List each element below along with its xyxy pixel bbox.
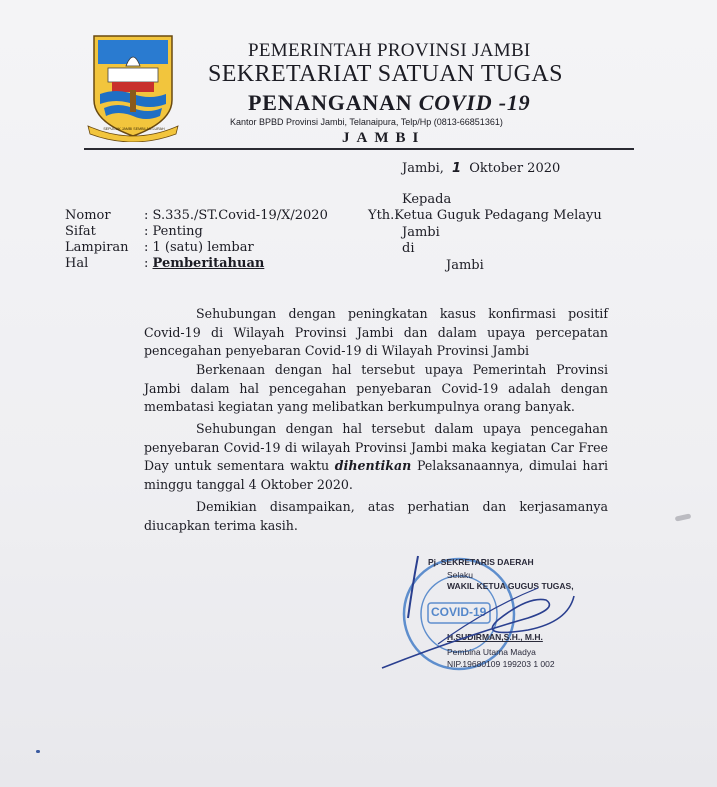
- signer-name: H.SUDIRMAN,S.H., M.H.: [447, 632, 543, 642]
- signer-title-1: Pj. SEKRETARIS DAERAH: [428, 557, 534, 567]
- nomor-label: Nomor: [65, 208, 111, 223]
- body-paragraph-2-text: Berkenaan dengan hal tersebut upaya Pemerintah Provinsi Jambi dalam hal pencegahan penyebaran Covid-19 adalah dengan membatasi kegiatan yang melibatkan berkumpulnya orang banyak.: [144, 362, 608, 414]
- body-paragraph-3-before: Sehubungan dengan hal tersebut dalam upaya pencegahan penyebaran Covid-19 di wilayah Provinsi Jambi maka kegiatan Car Free Day untuk sementara waktu: [144, 421, 608, 473]
- body-paragraph-4: [144, 498, 608, 535]
- recipient-line2: Jambi: [402, 225, 440, 240]
- hal-label: Hal: [65, 256, 89, 271]
- signer-nip: NIP.19680109 199203 1 002: [447, 659, 555, 669]
- letterhead-government: PEMERINTAH PROVINSI JAMBI: [248, 40, 531, 61]
- nomor-value: : S.335./ST.Covid-19/X/2020: [144, 208, 328, 223]
- hal-prefix: :: [144, 256, 153, 271]
- letterhead-task-force: [248, 90, 530, 116]
- recipient-kepada: Kepada: [402, 192, 452, 207]
- letterhead-address: Kantor BPBD Provinsi Jambi, Telanaipura, Telp/Hp (0813-66851361): [230, 117, 503, 127]
- letterhead-divider: [84, 148, 634, 150]
- scan-dot: [36, 750, 40, 753]
- hal-subject: Pemberitahuan: [152, 256, 265, 271]
- sifat-label: Sifat: [65, 224, 96, 239]
- body-paragraph-4-text: Demikian disampaikan, atas perhatian dan kerjasamanya diucapkan terima kasih.: [144, 499, 608, 533]
- body-paragraph-2: [144, 361, 608, 417]
- body-paragraph-1: [144, 305, 608, 361]
- recipient-place: Jambi: [446, 258, 484, 273]
- signer-title-3: WAKIL KETUA GUGUS TUGAS,: [447, 581, 574, 591]
- handwritten-signature: [378, 548, 638, 678]
- sifat-value: : Penting: [144, 224, 203, 239]
- recipient-di: di: [402, 241, 415, 256]
- signer-rank: Pembina Utama Madya: [447, 647, 536, 657]
- date-month-year: Oktober 2020: [469, 161, 561, 176]
- recipient-name: Yth.Ketua Guguk Pedagang Melayu: [368, 208, 602, 223]
- body-paragraph-1-text: Sehubungan dengan peningkatan kasus konfirmasi positif Covid-19 di Wilayah Provinsi Jambi dan dalam upaya percepatan pencegahan penyebaran Covid-19 di Wilayah Provinsi Jambi: [144, 306, 608, 358]
- letter-date: [402, 161, 560, 176]
- date-place: Jambi,: [402, 161, 444, 176]
- stamp-text: COVID-19: [431, 605, 487, 619]
- letterhead-secretariat: SEKRETARIAT SATUAN TUGAS: [208, 61, 563, 87]
- body-paragraph-3: [144, 420, 608, 494]
- body-paragraph-3-after: Pelaksanaannya, dimulai hari minggu tanggal 4 Oktober 2020.: [144, 458, 609, 492]
- letterhead-task-force-covid: COVID -19: [418, 90, 531, 115]
- scan-mark: [675, 513, 692, 521]
- body-paragraph-3-emphasis: dihentikan: [334, 458, 412, 473]
- logo-motto: SEPUCUK JAMBI SEMBILAN LURAH: [103, 127, 165, 131]
- date-day: 1: [452, 161, 462, 176]
- lampiran-label: Lampiran: [65, 240, 129, 255]
- letterhead-task-force-normal: PENANGANAN: [248, 90, 419, 115]
- lampiran-value: : 1 (satu) lembar: [144, 240, 254, 255]
- signer-title-2: Selaku: [447, 570, 473, 580]
- letterhead-city: JAMBI: [342, 130, 426, 146]
- hal-value: [144, 256, 264, 271]
- province-logo: [86, 30, 180, 142]
